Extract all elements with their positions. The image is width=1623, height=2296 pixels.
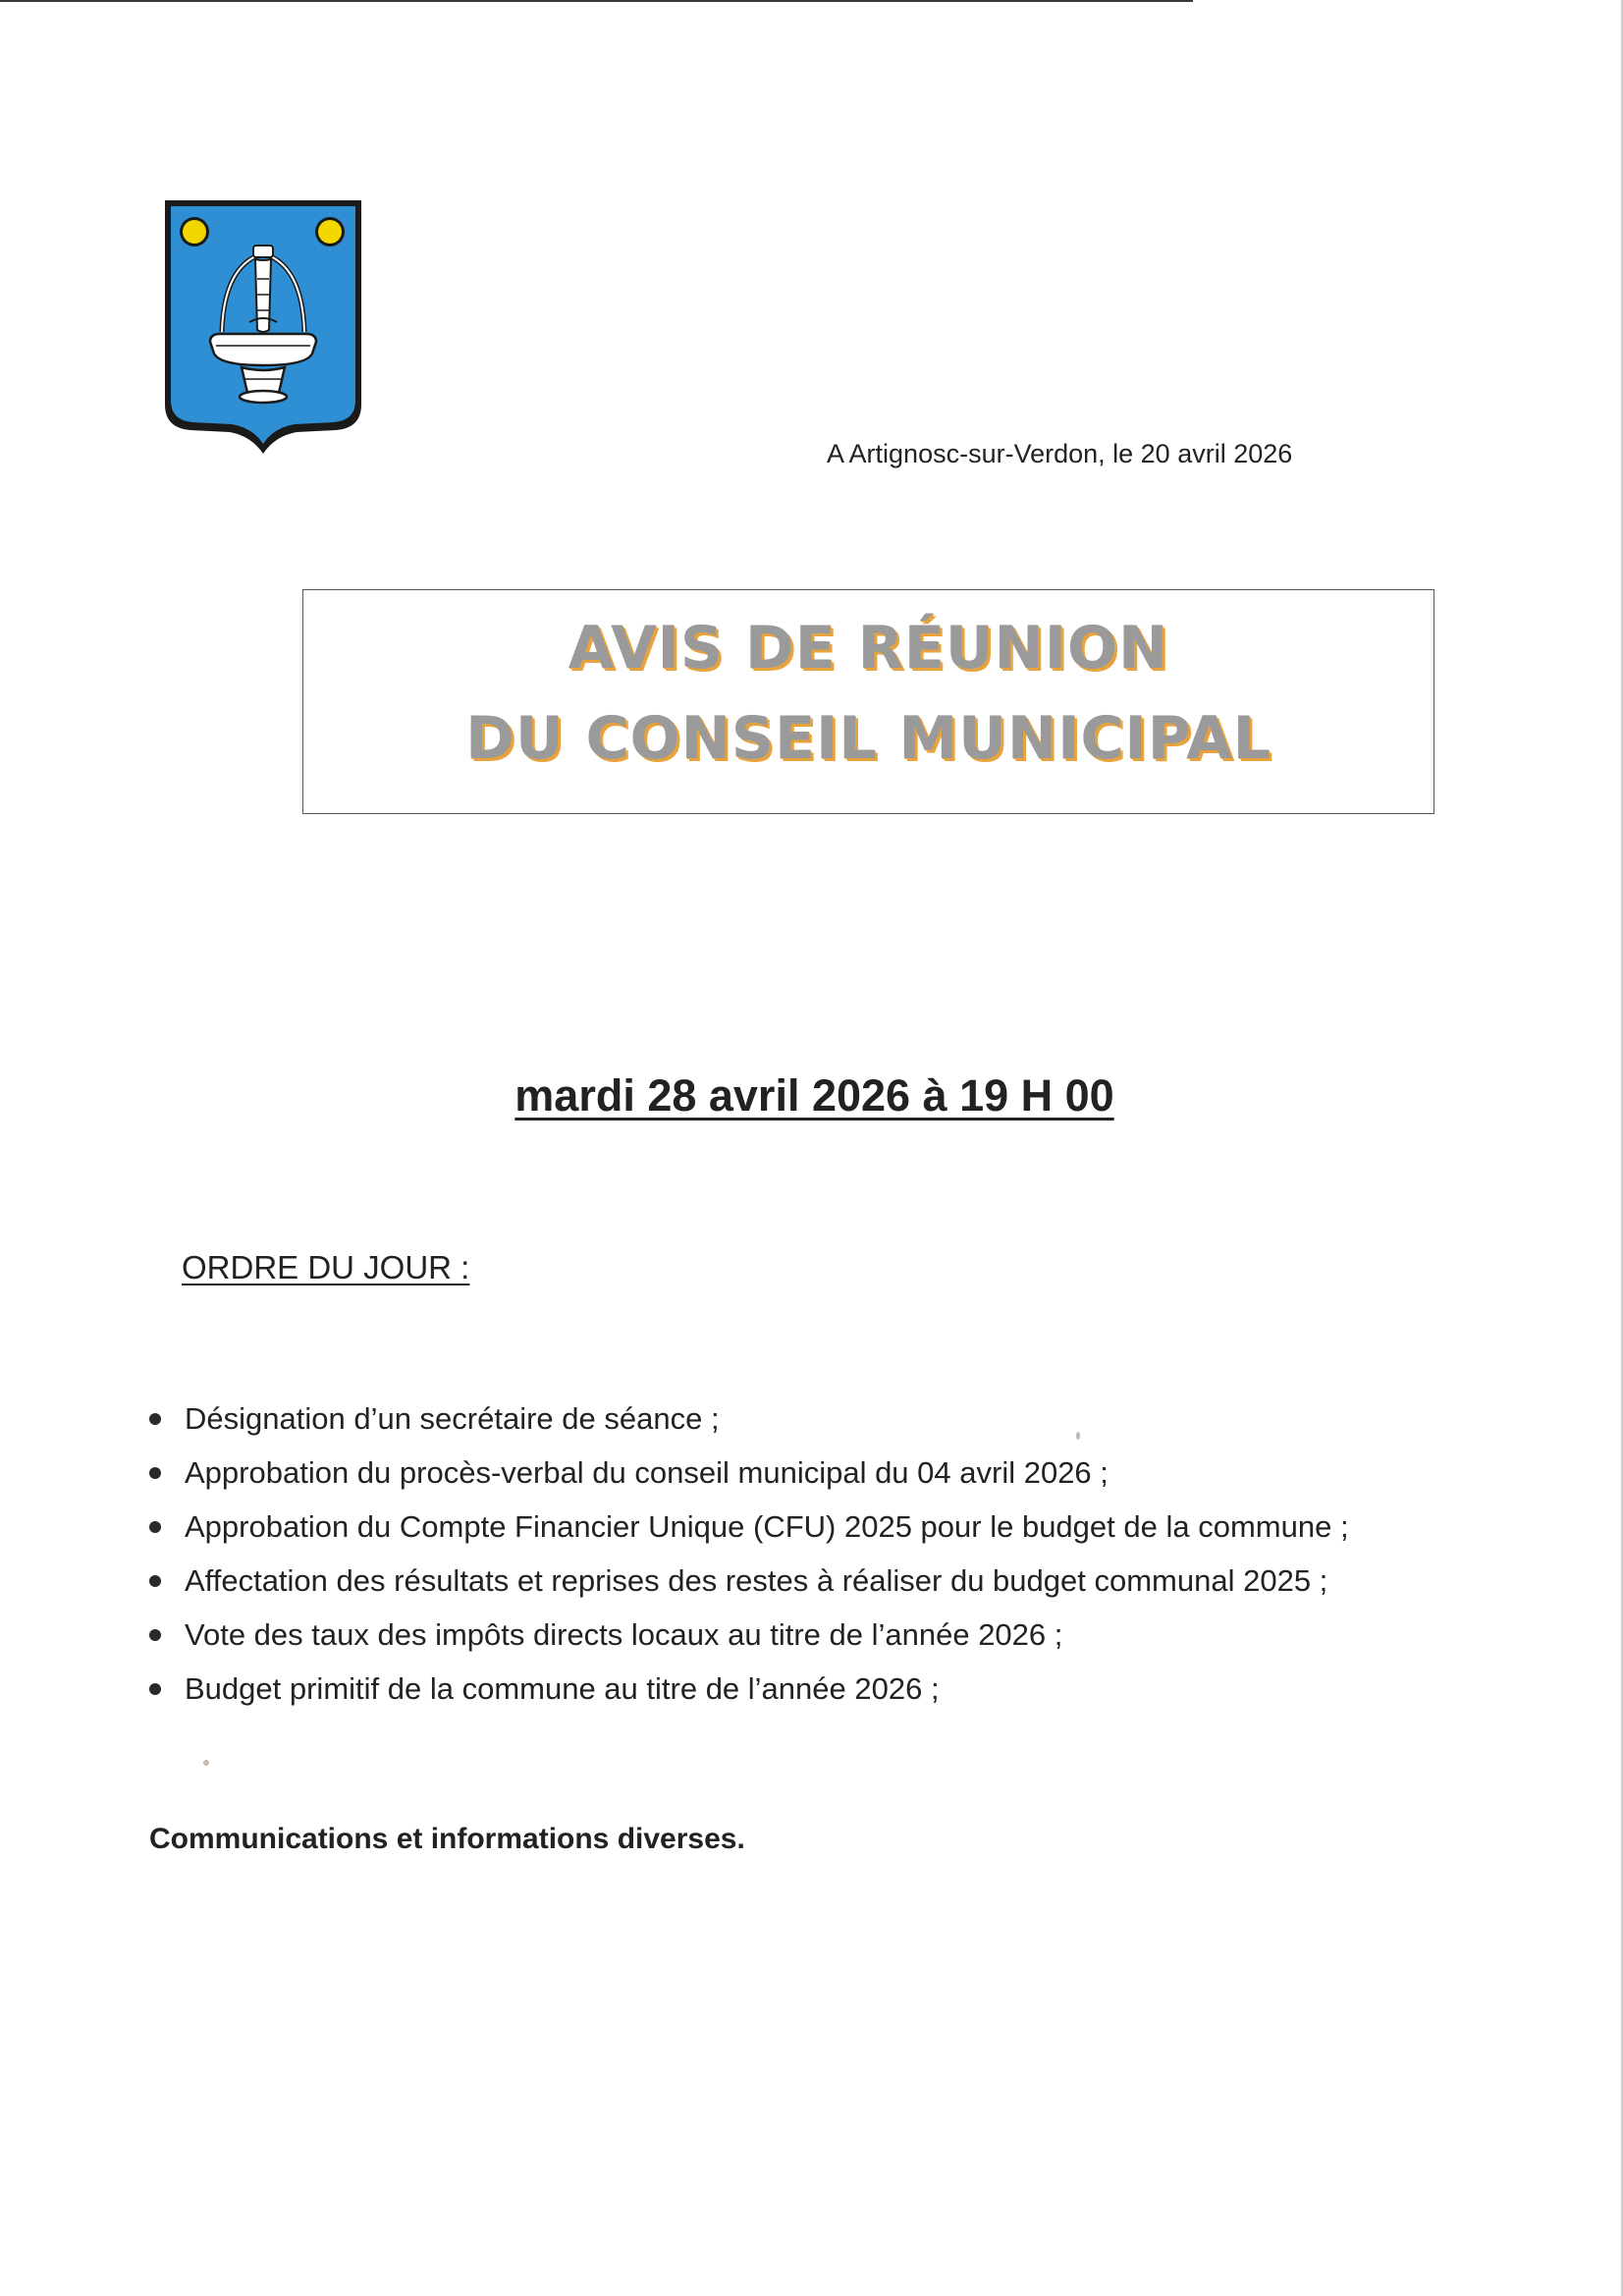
title-box (302, 589, 1434, 814)
agenda-item (149, 1399, 1349, 1453)
agenda-item (149, 1615, 1349, 1669)
bullet-icon (149, 1575, 161, 1587)
agenda-item (149, 1669, 1349, 1723)
meeting-date-time: mardi 28 avril 2026 à 19 H 00 (514, 1070, 1114, 1121)
agenda-item-text: Approbation du Compte Financier Unique (CFU) 2025 pour le budget de la commune ; (185, 1509, 1349, 1544)
agenda-list (149, 1399, 1349, 1723)
bullet-icon (149, 1413, 161, 1425)
meeting-date-time-wrapper (0, 1070, 1623, 1121)
agenda-item (149, 1507, 1349, 1561)
scan-speck (1076, 1432, 1080, 1440)
scan-speck (203, 1760, 209, 1766)
bullet-icon (149, 1521, 161, 1533)
agenda-item (149, 1453, 1349, 1507)
agenda-item-text: Approbation du procès-verbal du conseil municipal du 04 avril 2026 ; (185, 1455, 1109, 1490)
bullet-icon (149, 1467, 161, 1479)
scan-edge-top (0, 0, 1193, 2)
place-and-date: A Artignosc-sur-Verdon, le 20 avril 2026 (827, 439, 1293, 468)
closing-remarks: Communications et informations diverses. (149, 1823, 745, 1855)
agenda-item-text: Affectation des résultats et reprises des restes à réaliser du budget communal 2025 ; (185, 1563, 1328, 1598)
agenda-item-text: Vote des taux des impôts directs locaux au titre de l’année 2026 ; (185, 1617, 1063, 1652)
agenda-heading: ORDRE DU JOUR : (182, 1249, 470, 1285)
coat-of-arms-logo (159, 196, 367, 458)
agenda-item (149, 1561, 1349, 1615)
title-line-1: AVIS DE RÉUNION (568, 614, 1169, 683)
bullet-icon (149, 1629, 161, 1641)
bullet-icon (149, 1683, 161, 1695)
agenda-item-text: Budget primitif de la commune au titre de l’année 2026 ; (185, 1671, 940, 1706)
title-line-2: DU CONSEIL MUNICIPAL (465, 704, 1271, 773)
agenda-item-text: Désignation d’un secrétaire de séance ; (185, 1401, 720, 1436)
